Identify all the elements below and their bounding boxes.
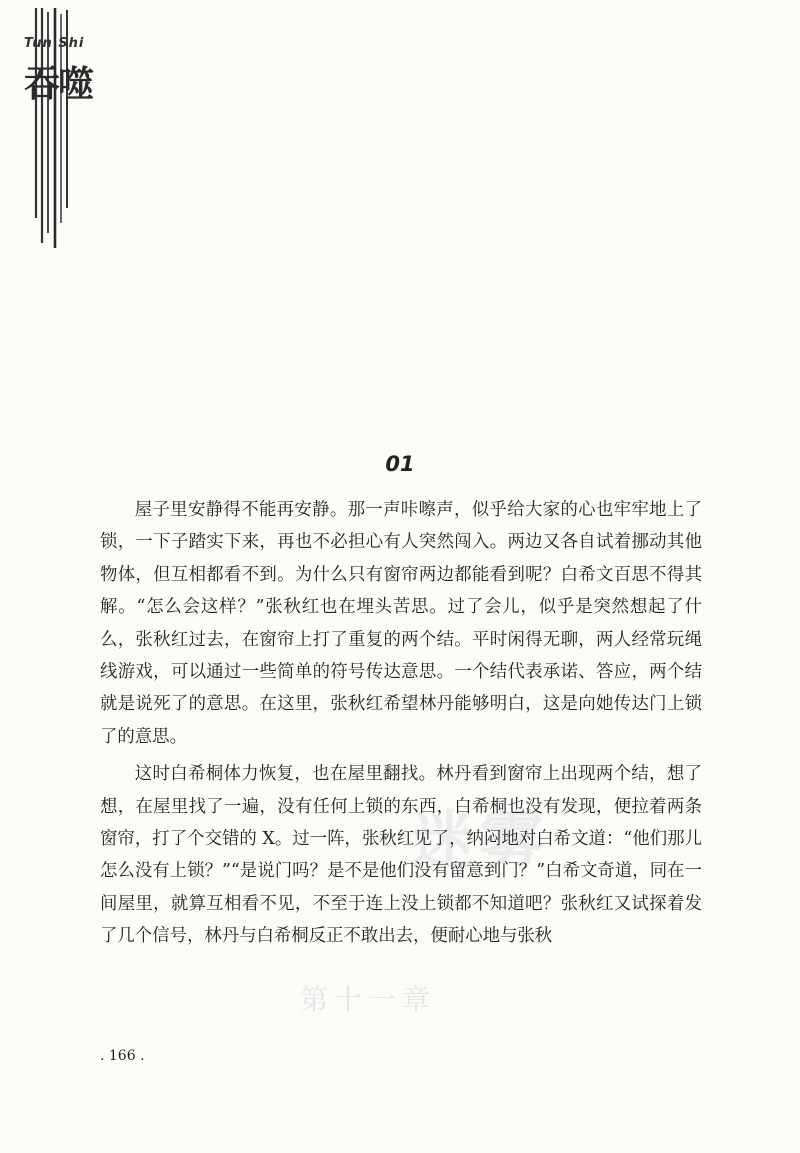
emblem-latin-title: Tun Shi: [24, 36, 85, 51]
page-number: . 166 .: [100, 1048, 145, 1064]
watermark-chapter: 第十一章: [300, 983, 437, 1016]
paragraph: 屋子里安静得不能再安静。那一声咔嚓声，似乎给大家的心也牢牢地上了锁，一下子踏实下来，再也不必担心有人突然闯入。两边又各自试着挪动其他物体，但互相都看不到。为什么只有窗帘两边都能看到呢？白希文百思不得其解。“怎么会这样？”张秋红也在埋头苦思。过了会儿，似乎是突然想起了什么，张秋红过去，在窗帘上打了重复的两个结。平时闲得无聊，两人经常玩绳线游戏，可以通过一些简单的符号传达意思。一个结代表承诺、答应，两个结就是说死了的意思。在这里，张秋红希望林丹能够明白，这是向她传达门上锁了的意思。: [100, 500, 702, 747]
emblem-chinese-title: 吞噬: [24, 64, 93, 105]
section-number: 01: [385, 452, 415, 476]
watermark-title: 迷雾: [410, 805, 550, 879]
book-emblem: [22, 8, 112, 248]
body-text: [100, 494, 702, 958]
paragraph: 这时白希桐体力恢复，也在屋里翻找。林丹看到窗帘上出现两个结，想了想，在屋里找了一遍，没有任何上锁的东西，白希桐也没有发现，便拉着两条窗帘，打了个交错的 X。过一阵，张秋红见了，纳闷地对白希文道：“他们那儿怎么没有上锁？”“是说门吗？是不是他们没有留意到门？”白希文奇道，同在一间屋里，就算互相看不见，不至于连上没上锁都不知道吧？张秋红又试探着发了几个信号，林丹与白希桐反正不敢出去，便耐心地与张秋: [100, 764, 702, 947]
